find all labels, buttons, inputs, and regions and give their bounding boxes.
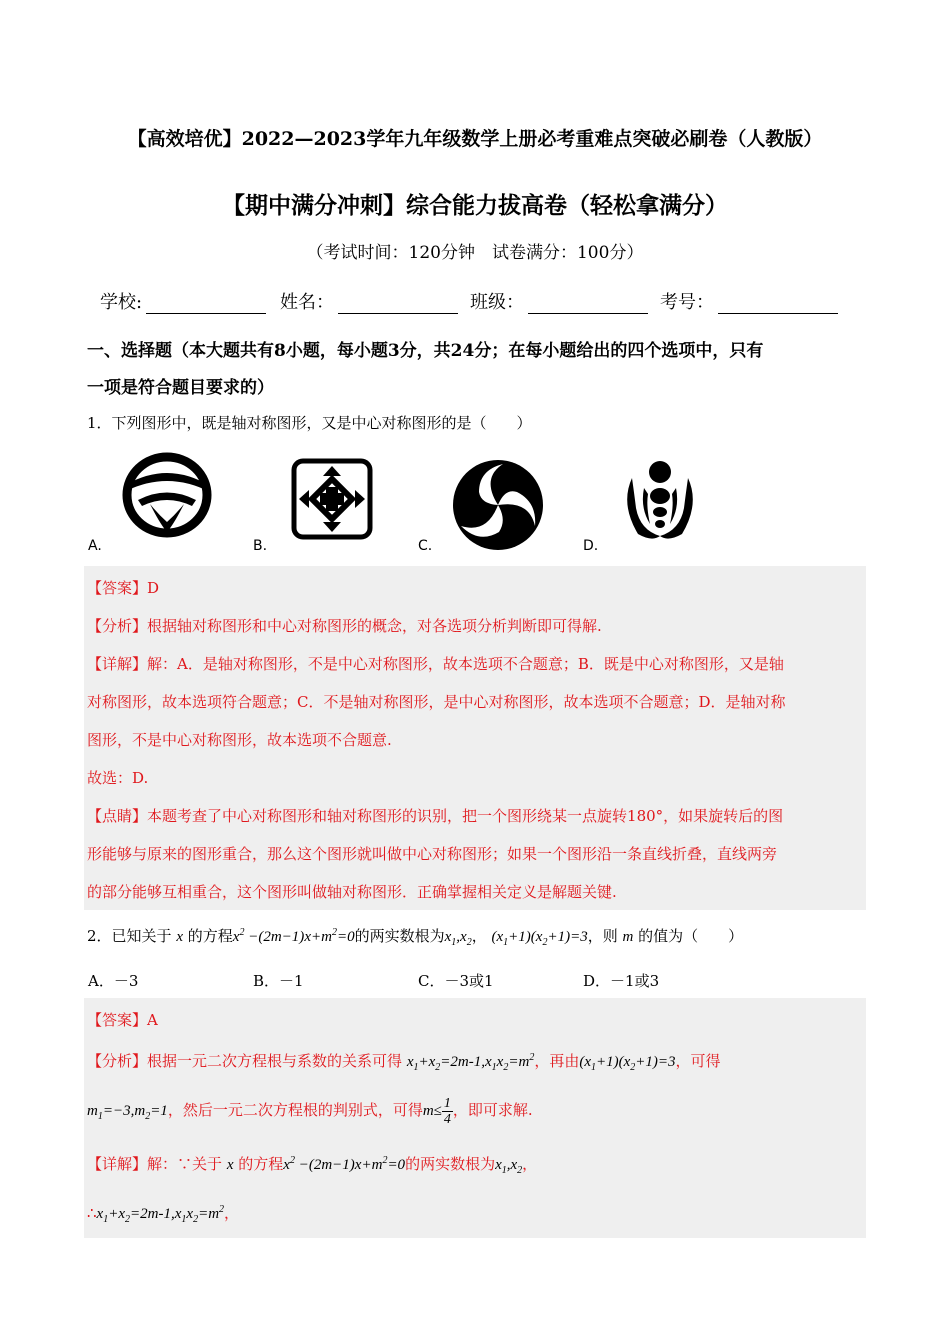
q2-option-c: C．－3或1	[418, 972, 494, 990]
q2-stem-part4: ，	[471, 927, 487, 945]
flame-emblem-icon	[618, 460, 702, 542]
q1-analysis	[87, 615, 602, 636]
name-blank	[338, 293, 458, 314]
section-heading-line2: 一项是符合题目要求的）	[87, 378, 274, 398]
paper-subtitle: 【期中满分冲刺】综合能力拔高卷（轻松拿满分）	[222, 192, 728, 219]
q2-stem-part5: ，则	[587, 927, 618, 945]
q1-answer: 【答案】D	[87, 579, 160, 597]
number-label: 考号：	[660, 292, 714, 313]
q2-analysis-text4: ，然后一元二次方程根的判别式，可得	[167, 1100, 423, 1119]
q1-comment-line3: 的部分能够互相重合，这个图形叫做轴对称图形．正确掌握相关定义是解题关键.	[87, 883, 617, 901]
q2-detail-text3: 的两实数根为	[405, 1155, 496, 1173]
q2-option-b: B．－1	[253, 972, 304, 990]
q2-stem-part3: 的两实数根为	[354, 927, 445, 945]
class-label: 班级：	[470, 292, 524, 313]
q1-detail-line1	[87, 653, 784, 674]
q2-detail-var-x: x	[226, 1157, 234, 1173]
q1-comment-label: 【点睛】	[87, 807, 148, 825]
q1-choose: 故选：D.	[87, 769, 149, 787]
q1-comment-line1	[87, 805, 783, 826]
diamond-arrows-icon	[289, 457, 375, 541]
q2-detail-line2	[87, 1202, 239, 1225]
q2-roots: $x_1,x_2$	[444, 929, 472, 948]
exam-info: （考试时间：120分钟 试卷满分：100分）	[306, 243, 644, 263]
q2-analysis-text1: 根据一元二次方程根与系数的关系可得	[147, 1052, 403, 1070]
q2-answer: 【答案】A	[87, 1011, 158, 1029]
q1-comment-line2: 形能够与原来的图形重合，那么这个图形就叫做中心对称图形；如果一个图形沿一条直线折叠，直线两旁	[87, 845, 778, 863]
class-field	[470, 288, 648, 314]
q1-detail-line2: 对称图形，故本选项符合题意；C．不是轴对称图形，是中心对称图形，故本选项不合题意；D．是轴对称	[87, 693, 786, 711]
q2-stem-part6: 的值为（ ）	[638, 927, 744, 945]
q2-detail-tail: ，	[224, 1204, 240, 1222]
q2-vieta-relations: $x_1+x_2=2m-1,x_1x_2=m^2$	[406, 1052, 535, 1073]
q1-comment-text1: 本题考查了中心对称图形和轴对称图形的识别，把一个图形绕某一点旋转180°，如果旋转后的图	[147, 807, 784, 825]
number-blank	[718, 293, 838, 314]
q2-analysis-text2: ，再由	[534, 1052, 580, 1070]
q2-detail-roots: $x_1,x_2$	[495, 1157, 523, 1176]
q1-option-a: A.	[88, 538, 102, 554]
q2-detail-label: 【详解】	[87, 1155, 148, 1173]
q1-detail-label: 【详解】	[87, 655, 148, 673]
school-blank	[146, 293, 266, 314]
q2-detail-vieta: $x_1+x_2=2m-1,x_1x_2=m^2$	[96, 1204, 225, 1225]
q2-analysis-condition: $(x_1+1)(x_2+1)=3$	[579, 1054, 676, 1073]
q2-analysis-line1	[87, 1050, 721, 1073]
q1-option-b: B.	[253, 538, 268, 554]
q1-detail-text1: 解：A．是轴对称图形，不是中心对称图形，故本选项不合题意；B．既是中心对称图形，又是轴	[147, 655, 784, 673]
q2-detail-text4: ，	[522, 1155, 538, 1173]
name-field	[280, 288, 458, 314]
q2-analysis-text5: ，即可求解.	[452, 1100, 533, 1119]
q2-m-values: $m_1=-3,m_2=1$	[87, 1102, 168, 1122]
q2-detail-text1: 解：∵关于	[147, 1155, 223, 1173]
q2-detail-line1	[87, 1153, 537, 1176]
q2-stem-part2: 的方程	[187, 927, 233, 945]
q1-analysis-label: 【分析】	[87, 617, 148, 635]
document-title: 【高效培优】2022—2023学年九年级数学上册必考重难点突破必刷卷（人教版）	[127, 128, 823, 150]
q1-option-d: D.	[583, 538, 599, 554]
q2-var-m: m	[622, 929, 634, 945]
q1-stem: 1．下列图形中，既是轴对称图形，又是中心对称图形的是（ ）	[87, 414, 532, 432]
circle-emblem-icon	[118, 452, 216, 538]
q2-condition: $(x_1+1)(x_2+1)=3$	[491, 929, 588, 948]
q1-analysis-text: 根据轴对称图形和中心对称图形的概念，对各选项分析判断即可得解.	[147, 617, 602, 635]
q2-analysis-line2	[87, 1096, 533, 1127]
q2-var-x: x	[176, 929, 183, 945]
school-label: 学校:	[100, 292, 143, 313]
q2-therefore-symbol: ∴	[87, 1204, 97, 1222]
q2-option-a: A．－3	[88, 972, 139, 990]
q2-analysis-label: 【分析】	[87, 1052, 148, 1070]
q2-stem-part1: 2．已知关于	[87, 927, 172, 945]
q2-detail-equation: $x^2 -(2m-1)x+m^2=0$	[283, 1155, 406, 1173]
school-field	[100, 288, 266, 314]
section-heading-line1: 一、选择题（本大题共有8小题，每小题3分，共24分；在每小题给出的四个选项中，只有	[87, 341, 764, 361]
q2-equation: $x^2 -(2m-1)x+m^2=0$	[232, 927, 355, 945]
q2-analysis-text3: ，可得	[675, 1052, 721, 1070]
q1-option-c: C.	[418, 538, 433, 554]
q2-detail-text2: 的方程	[238, 1155, 284, 1173]
q2-discriminant-result: m≤ $\frac{1}{4}$	[422, 1096, 451, 1127]
q2-stem	[87, 925, 743, 948]
q2-option-d: D．－1或3	[583, 972, 660, 990]
class-blank	[528, 293, 648, 314]
name-label: 姓名：	[280, 292, 334, 313]
q1-detail-line3: 图形，不是中心对称图形，故本选项不合题意.	[87, 731, 392, 749]
tomoe-swirl-icon	[451, 458, 545, 552]
number-field	[660, 288, 838, 314]
